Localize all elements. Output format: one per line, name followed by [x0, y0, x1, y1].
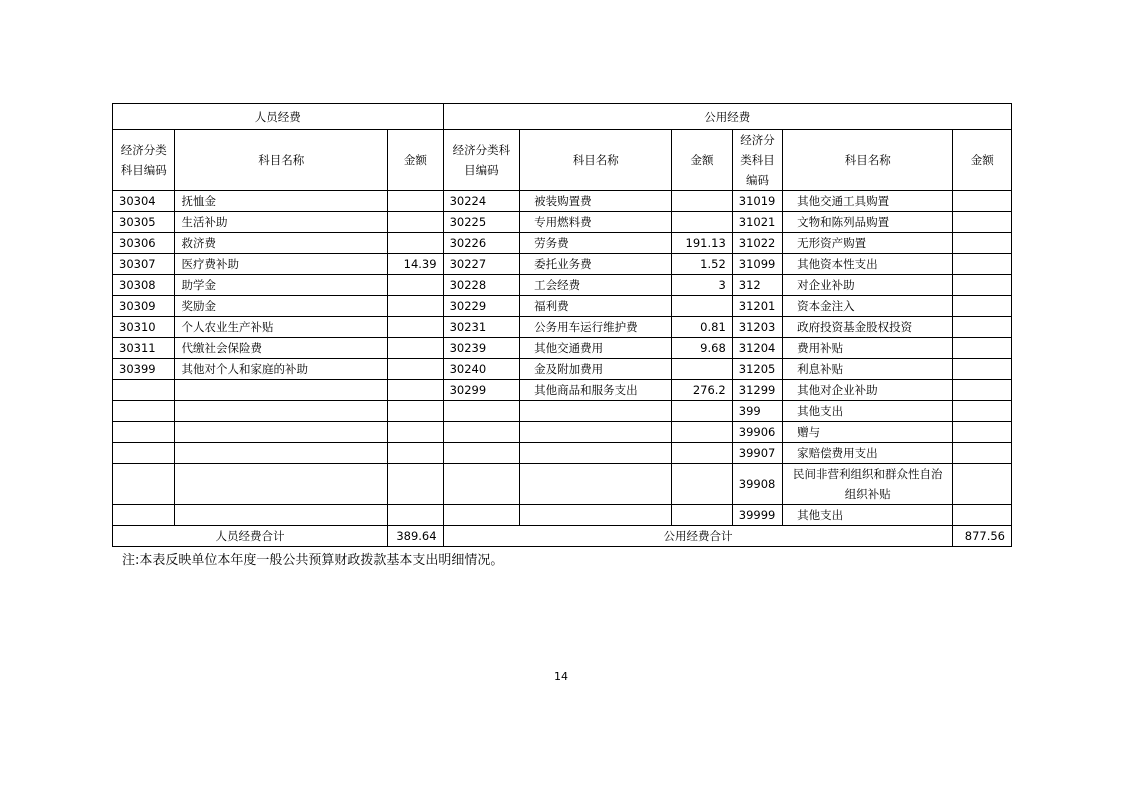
- public2-code-cell: 399: [732, 401, 782, 422]
- public2-amount-cell: [953, 338, 1012, 359]
- personnel-code-cell: 30307: [113, 254, 175, 275]
- public-name-cell: [520, 505, 672, 526]
- public2-name-cell: 资本金注入: [783, 296, 953, 317]
- public-name-cell: 其他交通费用: [520, 338, 672, 359]
- public2-name-cell: 文物和陈列品购置: [783, 212, 953, 233]
- personnel-name-cell: [175, 443, 388, 464]
- public-name-cell: 专用燃料费: [520, 212, 672, 233]
- public-name-cell: 福利费: [520, 296, 672, 317]
- personnel-amount-cell: [388, 233, 443, 254]
- personnel-amount-cell: [388, 401, 443, 422]
- public2-code-cell: 312: [732, 275, 782, 296]
- col-header-amount: 金额: [672, 130, 732, 191]
- public-name-cell: [520, 464, 672, 505]
- public-code-cell: 30299: [443, 380, 520, 401]
- public2-name-cell: 赠与: [783, 422, 953, 443]
- personnel-amount-cell: [388, 464, 443, 505]
- personnel-amount-cell: [388, 443, 443, 464]
- col-header-code: 经济分类科目编码: [443, 130, 520, 191]
- public2-code-cell: 31203: [732, 317, 782, 338]
- personnel-code-cell: 30310: [113, 317, 175, 338]
- public-amount-cell: 191.13: [672, 233, 732, 254]
- personnel-amount-cell: [388, 359, 443, 380]
- public-name-cell: [520, 401, 672, 422]
- public2-code-cell: 31201: [732, 296, 782, 317]
- public2-amount-cell: [953, 464, 1012, 505]
- public2-name-cell: 对企业补助: [783, 275, 953, 296]
- table-row: [113, 275, 1012, 296]
- public-name-cell: [520, 443, 672, 464]
- public2-code-cell: 31205: [732, 359, 782, 380]
- col-header-code: 经济分类科目编码: [732, 130, 782, 191]
- personnel-name-cell: 其他对个人和家庭的补助: [175, 359, 388, 380]
- public2-code-cell: 39999: [732, 505, 782, 526]
- page-number: 14: [554, 670, 568, 683]
- personnel-code-cell: 30308: [113, 275, 175, 296]
- total-personnel-value: 389.64: [388, 526, 443, 547]
- public2-name-cell: 其他资本性支出: [783, 254, 953, 275]
- public-amount-cell: [672, 422, 732, 443]
- group-header-public: 公用经费: [443, 104, 1011, 130]
- public2-code-cell: 31019: [732, 191, 782, 212]
- personnel-name-cell: [175, 422, 388, 443]
- table-row: [113, 212, 1012, 233]
- personnel-name-cell: 救济费: [175, 233, 388, 254]
- public2-code-cell: 31299: [732, 380, 782, 401]
- personnel-code-cell: [113, 380, 175, 401]
- public-amount-cell: 276.2: [672, 380, 732, 401]
- personnel-code-cell: [113, 464, 175, 505]
- personnel-name-cell: 代缴社会保险费: [175, 338, 388, 359]
- public2-name-cell: 民间非营利组织和群众性自治组织补贴: [783, 464, 953, 505]
- col-header-code: 经济分类 科目编码: [113, 130, 175, 191]
- public-name-cell: 公务用车运行维护费: [520, 317, 672, 338]
- personnel-name-cell: 个人农业生产补贴: [175, 317, 388, 338]
- public-name-cell: 委托业务费: [520, 254, 672, 275]
- public-code-cell: 30226: [443, 233, 520, 254]
- public-amount-cell: [672, 401, 732, 422]
- public2-amount-cell: [953, 422, 1012, 443]
- public-amount-cell: [672, 212, 732, 233]
- public-code-cell: 30239: [443, 338, 520, 359]
- public-amount-cell: [672, 359, 732, 380]
- table-row: [113, 401, 1012, 422]
- public2-amount-cell: [953, 212, 1012, 233]
- personnel-name-cell: [175, 401, 388, 422]
- public2-code-cell: 39908: [732, 464, 782, 505]
- table-row: [113, 464, 1012, 505]
- public2-amount-cell: [953, 380, 1012, 401]
- table-row: [113, 338, 1012, 359]
- personnel-amount-cell: [388, 275, 443, 296]
- public-name-cell: 金及附加费用: [520, 359, 672, 380]
- personnel-code-cell: [113, 401, 175, 422]
- table-row: [113, 380, 1012, 401]
- public-code-cell: [443, 464, 520, 505]
- public2-amount-cell: [953, 401, 1012, 422]
- public2-amount-cell: [953, 359, 1012, 380]
- public-name-cell: 被装购置费: [520, 191, 672, 212]
- personnel-code-cell: 30306: [113, 233, 175, 254]
- total-personnel-label: 人员经费合计: [113, 526, 388, 547]
- personnel-code-cell: 30311: [113, 338, 175, 359]
- public2-amount-cell: [953, 505, 1012, 526]
- public-amount-cell: 3: [672, 275, 732, 296]
- public2-amount-cell: [953, 296, 1012, 317]
- public-code-cell: 30227: [443, 254, 520, 275]
- public2-name-cell: 利息补贴: [783, 359, 953, 380]
- public2-code-cell: 31021: [732, 212, 782, 233]
- public-code-cell: 30228: [443, 275, 520, 296]
- personnel-amount-cell: [388, 296, 443, 317]
- public2-code-cell: 39907: [732, 443, 782, 464]
- personnel-amount-cell: [388, 338, 443, 359]
- personnel-code-cell: 30305: [113, 212, 175, 233]
- public-amount-cell: [672, 464, 732, 505]
- table-row: [113, 317, 1012, 338]
- personnel-name-cell: 医疗费补助: [175, 254, 388, 275]
- public-amount-cell: [672, 191, 732, 212]
- col-header-name: 科目名称: [520, 130, 672, 191]
- public-amount-cell: 1.52: [672, 254, 732, 275]
- personnel-name-cell: [175, 380, 388, 401]
- personnel-amount-cell: 14.39: [388, 254, 443, 275]
- personnel-code-cell: 30399: [113, 359, 175, 380]
- public2-amount-cell: [953, 191, 1012, 212]
- personnel-amount-cell: [388, 191, 443, 212]
- public-code-cell: 30231: [443, 317, 520, 338]
- public-code-cell: 30240: [443, 359, 520, 380]
- public2-name-cell: 其他交通工具购置: [783, 191, 953, 212]
- public2-name-cell: 政府投资基金股权投资: [783, 317, 953, 338]
- expenditure-detail-table: [112, 103, 1012, 547]
- public-name-cell: 工会经费: [520, 275, 672, 296]
- public2-code-cell: 39906: [732, 422, 782, 443]
- personnel-code-cell: 30309: [113, 296, 175, 317]
- personnel-name-cell: 助学金: [175, 275, 388, 296]
- personnel-amount-cell: [388, 212, 443, 233]
- public-code-cell: 30224: [443, 191, 520, 212]
- public2-amount-cell: [953, 254, 1012, 275]
- personnel-amount-cell: [388, 380, 443, 401]
- public2-name-cell: 其他对企业补助: [783, 380, 953, 401]
- col-header-amount: 金额: [953, 130, 1012, 191]
- table-row: [113, 296, 1012, 317]
- public2-amount-cell: [953, 443, 1012, 464]
- table-row: [113, 191, 1012, 212]
- public-code-cell: [443, 443, 520, 464]
- personnel-amount-cell: [388, 422, 443, 443]
- table-row: [113, 422, 1012, 443]
- public2-code-cell: 31099: [732, 254, 782, 275]
- public2-amount-cell: [953, 233, 1012, 254]
- total-public-label: 公用经费合计: [443, 526, 953, 547]
- public2-name-cell: 费用补贴: [783, 338, 953, 359]
- personnel-name-cell: 抚恤金: [175, 191, 388, 212]
- public2-amount-cell: [953, 275, 1012, 296]
- public-name-cell: 其他商品和服务支出: [520, 380, 672, 401]
- public2-code-cell: 31204: [732, 338, 782, 359]
- personnel-code-cell: 30304: [113, 191, 175, 212]
- public2-name-cell: 无形资产购置: [783, 233, 953, 254]
- personnel-name-cell: [175, 505, 388, 526]
- public-code-cell: [443, 401, 520, 422]
- col-header-name: 科目名称: [175, 130, 388, 191]
- col-header-name: 科目名称: [783, 130, 953, 191]
- personnel-code-cell: [113, 422, 175, 443]
- public2-name-cell: 其他支出: [783, 401, 953, 422]
- public-code-cell: 30225: [443, 212, 520, 233]
- public-code-cell: 30229: [443, 296, 520, 317]
- public-amount-cell: [672, 505, 732, 526]
- public2-name-cell: 其他支出: [783, 505, 953, 526]
- public-amount-cell: [672, 443, 732, 464]
- personnel-name-cell: 生活补助: [175, 212, 388, 233]
- personnel-amount-cell: [388, 505, 443, 526]
- personnel-name-cell: 奖励金: [175, 296, 388, 317]
- table-row: [113, 254, 1012, 275]
- public-name-cell: [520, 422, 672, 443]
- personnel-amount-cell: [388, 317, 443, 338]
- personnel-code-cell: [113, 443, 175, 464]
- public-amount-cell: 0.81: [672, 317, 732, 338]
- col-header-amount: 金额: [388, 130, 443, 191]
- public2-name-cell: 家赔偿费用支出: [783, 443, 953, 464]
- personnel-code-cell: [113, 505, 175, 526]
- public2-code-cell: 31022: [732, 233, 782, 254]
- public2-amount-cell: [953, 317, 1012, 338]
- public-code-cell: [443, 505, 520, 526]
- public-amount-cell: [672, 296, 732, 317]
- table-row: [113, 443, 1012, 464]
- public-amount-cell: 9.68: [672, 338, 732, 359]
- table-row: [113, 233, 1012, 254]
- table-row: [113, 505, 1012, 526]
- total-public-value: 877.56: [953, 526, 1012, 547]
- personnel-name-cell: [175, 464, 388, 505]
- table-row: [113, 359, 1012, 380]
- table-note: 注:本表反映单位本年度一般公共预算财政拨款基本支出明细情况。: [122, 553, 504, 568]
- public-name-cell: 劳务费: [520, 233, 672, 254]
- public-code-cell: [443, 422, 520, 443]
- group-header-personnel: 人员经费: [113, 104, 444, 130]
